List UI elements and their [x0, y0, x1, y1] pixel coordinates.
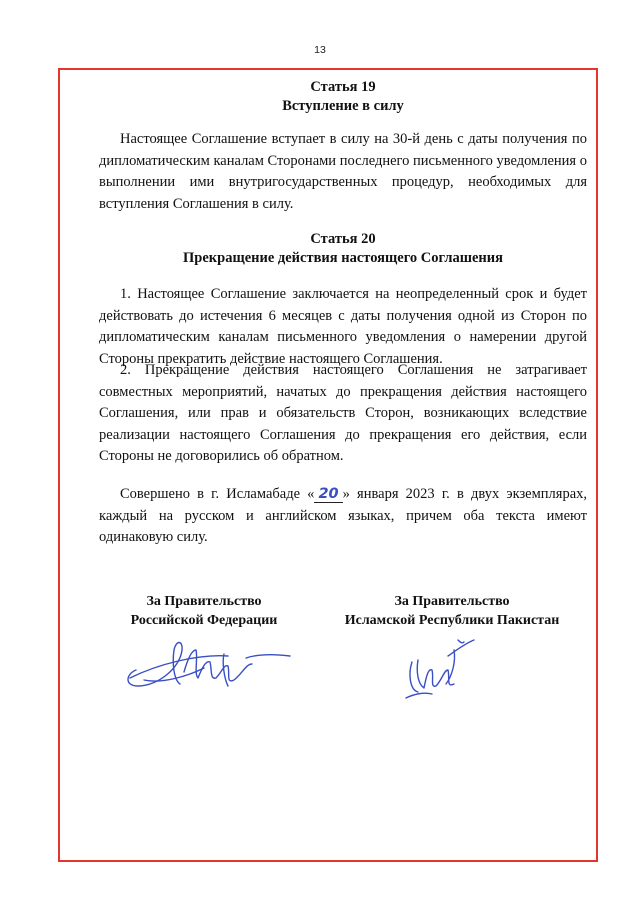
signature-russia-line1: За Правительство	[146, 594, 262, 609]
article-19-subtitle: Вступление в силу	[282, 98, 404, 114]
article-20-title: Статья 20	[310, 231, 376, 247]
article-19-heading	[99, 78, 587, 116]
russia-signature-drawing	[118, 628, 303, 698]
closing-after-date: » января 2023 г. в двух экземплярах, каждый на русском и английском языках, причем оба текста имеют одинаковую силу.	[99, 486, 588, 546]
article-20-paragraph-2	[99, 360, 587, 468]
signature-russia-line2: Российской Федерации	[130, 612, 278, 628]
article-20-text-1: 1. Настоящее Соглашение заключается на неопределенный срок и будет действовать до истечения 6 месяцев с даты получения одной из Сторон по дипломатическим каналам письменного уведомления о намерении другой Стороны прекратить действие настоящего Соглашения.	[99, 286, 587, 367]
article-20-subtitle: Прекращение действия настоящего Соглашения	[183, 250, 503, 266]
signature-pakistan-line2: Исламской Республики Пакистан	[344, 612, 560, 628]
pakistan-signature-drawing	[396, 632, 486, 704]
article-20-paragraph-1	[99, 284, 587, 370]
article-19-paragraph	[99, 129, 587, 215]
signature-block-russia	[96, 593, 312, 630]
article-20-heading	[99, 230, 587, 268]
closing-before-date: Совершено в г. Исламабаде «	[120, 486, 315, 502]
signature-block-pakistan	[322, 593, 582, 630]
handwritten-day: 20	[314, 486, 342, 503]
article-19-title: Статья 19	[310, 79, 376, 95]
article-19-text: Настоящее Соглашение вступает в силу на 30-й день с даты получения по дипломатическим каналам Сторонами последнего письменного уведомления о выполнении ими внутригосударственных процедур, необходимых для вступления Соглашения в силу.	[99, 131, 587, 212]
closing-paragraph	[99, 484, 587, 549]
article-20-text-2: 2. Прекращение действия настоящего Соглашения не затрагивает совместных мероприятий, начатых до прекращения действия настоящего Соглашения, или прав и обязательств Сторон, возникающих вследствие реализации настоящего Соглашения до прекращения его действия, если Стороны не договорились об обратном.	[99, 362, 587, 465]
page-number: 13	[314, 44, 326, 56]
signature-pakistan-line1: За Правительство	[394, 594, 510, 609]
